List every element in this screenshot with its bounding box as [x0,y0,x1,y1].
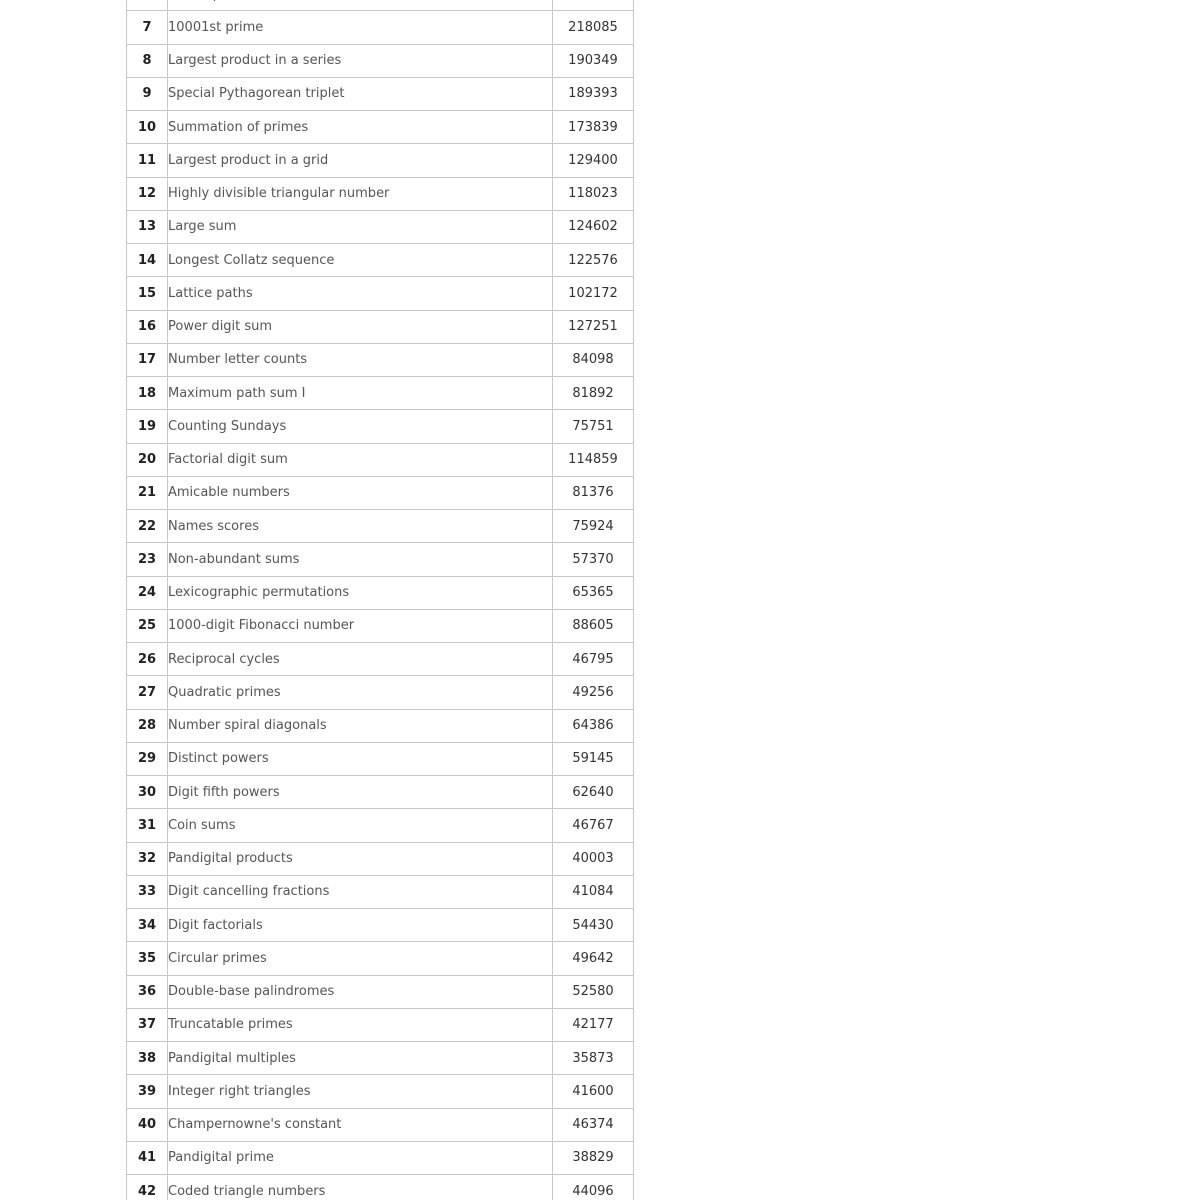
problem-title-link[interactable]: Lattice paths [168,285,253,301]
table-row [127,244,634,277]
table-row [127,809,634,842]
problem-id-cell: 30 [127,776,168,809]
problem-title-cell [168,676,553,709]
problem-title-link[interactable]: Pandigital products [168,851,293,867]
solved-by-cell: 40003 [553,842,634,875]
problem-id-cell: 32 [127,842,168,875]
problem-title-cell [168,1108,553,1141]
problems-table [126,0,634,1200]
solved-by-cell: 44096 [553,1175,634,1200]
problem-id-cell: 16 [127,310,168,343]
table-row [127,377,634,410]
problem-title-link[interactable]: Digit factorials [168,917,263,933]
table-row [127,510,634,543]
problem-title-cell [168,77,553,110]
problem-id-cell [127,0,168,11]
problem-id-cell: 9 [127,77,168,110]
problem-title-cell [168,576,553,609]
problem-title-link[interactable]: Digit fifth powers [168,784,280,800]
problem-title-link[interactable]: Non-abundant sums [168,551,300,567]
problem-id-cell: 35 [127,942,168,975]
problem-title-cell [168,0,553,11]
problem-title-cell [168,177,553,210]
problem-id-cell: 10 [127,111,168,144]
problem-title-cell [168,244,553,277]
table-row [127,643,634,676]
problem-title-cell [168,310,553,343]
solved-by-cell: 122576 [553,244,634,277]
problem-title-cell [168,377,553,410]
solved-by-cell: 41600 [553,1075,634,1108]
problem-title-cell [168,909,553,942]
problem-id-cell: 21 [127,476,168,509]
problem-id-cell: 20 [127,443,168,476]
problems-table-body [127,0,634,1200]
solved-by-cell: 35873 [553,1042,634,1075]
problem-title-cell [168,942,553,975]
solved-by-cell: 189393 [553,77,634,110]
solved-by-cell: 118023 [553,177,634,210]
solved-by-cell: 75751 [553,410,634,443]
solved-by-cell: 49256 [553,676,634,709]
problem-title-cell [168,975,553,1008]
table-row [127,875,634,908]
problem-title-link[interactable]: Special Pythagorean triplet [168,86,345,102]
table-row [127,842,634,875]
problem-title-cell [168,476,553,509]
problem-id-cell: 42 [127,1175,168,1200]
problem-title-link[interactable]: Largest product in a grid [168,152,329,168]
problem-title-cell [168,643,553,676]
table-row [127,709,634,742]
problem-id-cell: 7 [127,11,168,44]
solved-by-cell: 41084 [553,875,634,908]
table-row [127,343,634,376]
problem-id-cell: 15 [127,277,168,310]
problem-title-link[interactable]: Large sum [168,219,237,235]
table-row [127,310,634,343]
problem-title-link[interactable]: Counting Sundays [168,418,287,434]
problem-title-cell [168,1075,553,1108]
table-row [127,111,634,144]
problem-title-cell [168,343,553,376]
solved-by-cell: 62640 [553,776,634,809]
problem-title-link[interactable]: Pandigital multiples [168,1050,296,1066]
table-row [127,177,634,210]
problem-title-link[interactable]: Coin sums [168,817,236,833]
problem-id-cell: 27 [127,676,168,709]
problem-title-link[interactable]: Highly divisible triangular number [168,186,390,202]
problem-title-link[interactable]: Summation of primes [168,119,309,135]
solved-by-cell: 218085 [553,11,634,44]
problem-title-link[interactable]: Quadratic primes [168,684,281,700]
problem-title-link[interactable]: 1000-digit Fibonacci number [168,618,355,634]
problem-title-cell [168,510,553,543]
problem-id-cell: 37 [127,1008,168,1041]
table-row [127,576,634,609]
problem-title-cell [168,1175,553,1200]
solved-by-cell: 65365 [553,576,634,609]
solved-by-cell: 46374 [553,1108,634,1141]
problem-id-cell: 33 [127,875,168,908]
problem-id-cell: 38 [127,1042,168,1075]
problem-id-cell: 11 [127,144,168,177]
solved-by-cell: 84098 [553,343,634,376]
solved-by-cell: 102172 [553,277,634,310]
solved-by-cell: 59145 [553,742,634,775]
solved-by-cell: 46767 [553,809,634,842]
problem-title-cell [168,11,553,44]
problem-title-link[interactable]: Factorial digit sum [168,452,288,468]
problem-id-cell: 22 [127,510,168,543]
problem-title-link[interactable]: Digit cancelling fractions [168,884,330,900]
problem-title-link[interactable] [168,0,315,2]
problem-id-cell: 14 [127,244,168,277]
table-row [127,776,634,809]
problem-title-link[interactable]: Circular primes [168,950,267,966]
problem-title-link[interactable]: Distinct powers [168,751,269,767]
problem-title-cell [168,709,553,742]
table-row [127,0,634,11]
problem-id-cell: 31 [127,809,168,842]
solved-by-cell: 129400 [553,144,634,177]
problem-id-cell: 18 [127,377,168,410]
solved-by-cell: 64386 [553,709,634,742]
solved-by-cell: 114859 [553,443,634,476]
problem-title-link[interactable]: Truncatable primes [168,1017,293,1033]
problem-title-link[interactable]: Number letter counts [168,352,308,368]
problem-id-cell: 8 [127,44,168,77]
table-row [127,742,634,775]
problem-id-cell: 25 [127,609,168,642]
problem-title-cell [168,1008,553,1041]
table-row [127,1175,634,1200]
problem-title-cell [168,277,553,310]
problem-id-cell: 26 [127,643,168,676]
problem-title-cell [168,543,553,576]
problem-title-link[interactable]: Lexicographic permutations [168,585,350,601]
table-row [127,144,634,177]
problem-title-cell [168,742,553,775]
table-row [127,1008,634,1041]
problem-title-cell [168,111,553,144]
problem-title-cell [168,144,553,177]
problem-title-link[interactable]: Amicable numbers [168,485,290,501]
table-row [127,77,634,110]
table-row [127,443,634,476]
problem-title-cell [168,809,553,842]
problem-title-link[interactable]: Names scores [168,518,259,534]
problem-id-cell: 34 [127,909,168,942]
table-row [127,1108,634,1141]
table-row [127,44,634,77]
problem-title-link[interactable]: Longest Collatz sequence [168,252,335,268]
problem-id-cell: 29 [127,742,168,775]
problem-title-cell [168,210,553,243]
solved-by-cell: 127251 [553,310,634,343]
problem-title-cell [168,609,553,642]
problem-id-cell: 23 [127,543,168,576]
problem-id-cell: 17 [127,343,168,376]
problem-id-cell: 40 [127,1108,168,1141]
problem-title-link[interactable]: Coded triangle numbers [168,1183,326,1199]
problem-title-link[interactable]: Largest product in a series [168,53,342,69]
solved-by-cell: 75924 [553,510,634,543]
problem-id-cell: 19 [127,410,168,443]
problem-title-cell [168,875,553,908]
solved-by-cell: 57370 [553,543,634,576]
solved-by-cell: 173839 [553,111,634,144]
problem-title-cell [168,443,553,476]
problem-title-link[interactable]: Number spiral diagonals [168,718,327,734]
table-row [127,676,634,709]
problem-id-cell: 41 [127,1141,168,1174]
problem-id-cell: 36 [127,975,168,1008]
problem-title-cell [168,1141,553,1174]
table-row [127,1141,634,1174]
problem-title-link[interactable]: Reciprocal cycles [168,651,280,667]
problem-id-cell: 12 [127,177,168,210]
table-row [127,909,634,942]
table-row [127,1075,634,1108]
problem-id-cell: 28 [127,709,168,742]
problem-title-link[interactable]: Maximum path sum I [168,385,306,401]
solved-by-cell: 81892 [553,377,634,410]
problem-title-cell [168,410,553,443]
table-row [127,11,634,44]
problem-title-cell [168,776,553,809]
solved-by-cell: 88605 [553,609,634,642]
table-row [127,609,634,642]
solved-by-cell: 49642 [553,942,634,975]
solved-by-cell [553,0,634,11]
problem-title-cell [168,1042,553,1075]
solved-by-cell: 124602 [553,210,634,243]
table-row [127,410,634,443]
problem-title-link[interactable]: Power digit sum [168,319,273,335]
solved-by-cell: 54430 [553,909,634,942]
problem-title-link[interactable]: Integer right triangles [168,1083,311,1099]
table-row [127,975,634,1008]
problem-title-link[interactable]: Champernowne's constant [168,1117,342,1133]
table-row [127,1042,634,1075]
table-row [127,476,634,509]
problem-title-cell [168,842,553,875]
table-row [127,543,634,576]
problem-title-link[interactable]: 10001st prime [168,19,264,35]
table-row [127,210,634,243]
solved-by-cell: 46795 [553,643,634,676]
table-row [127,942,634,975]
problem-id-cell: 39 [127,1075,168,1108]
problem-title-link[interactable]: Double-base palindromes [168,984,335,1000]
solved-by-cell: 42177 [553,1008,634,1041]
problem-title-link[interactable]: Pandigital prime [168,1150,274,1166]
problem-title-cell [168,44,553,77]
table-row [127,277,634,310]
solved-by-cell: 38829 [553,1141,634,1174]
solved-by-cell: 190349 [553,44,634,77]
problems-table-container [126,0,634,1200]
solved-by-cell: 52580 [553,975,634,1008]
problem-id-cell: 13 [127,210,168,243]
solved-by-cell: 81376 [553,476,634,509]
problem-id-cell: 24 [127,576,168,609]
